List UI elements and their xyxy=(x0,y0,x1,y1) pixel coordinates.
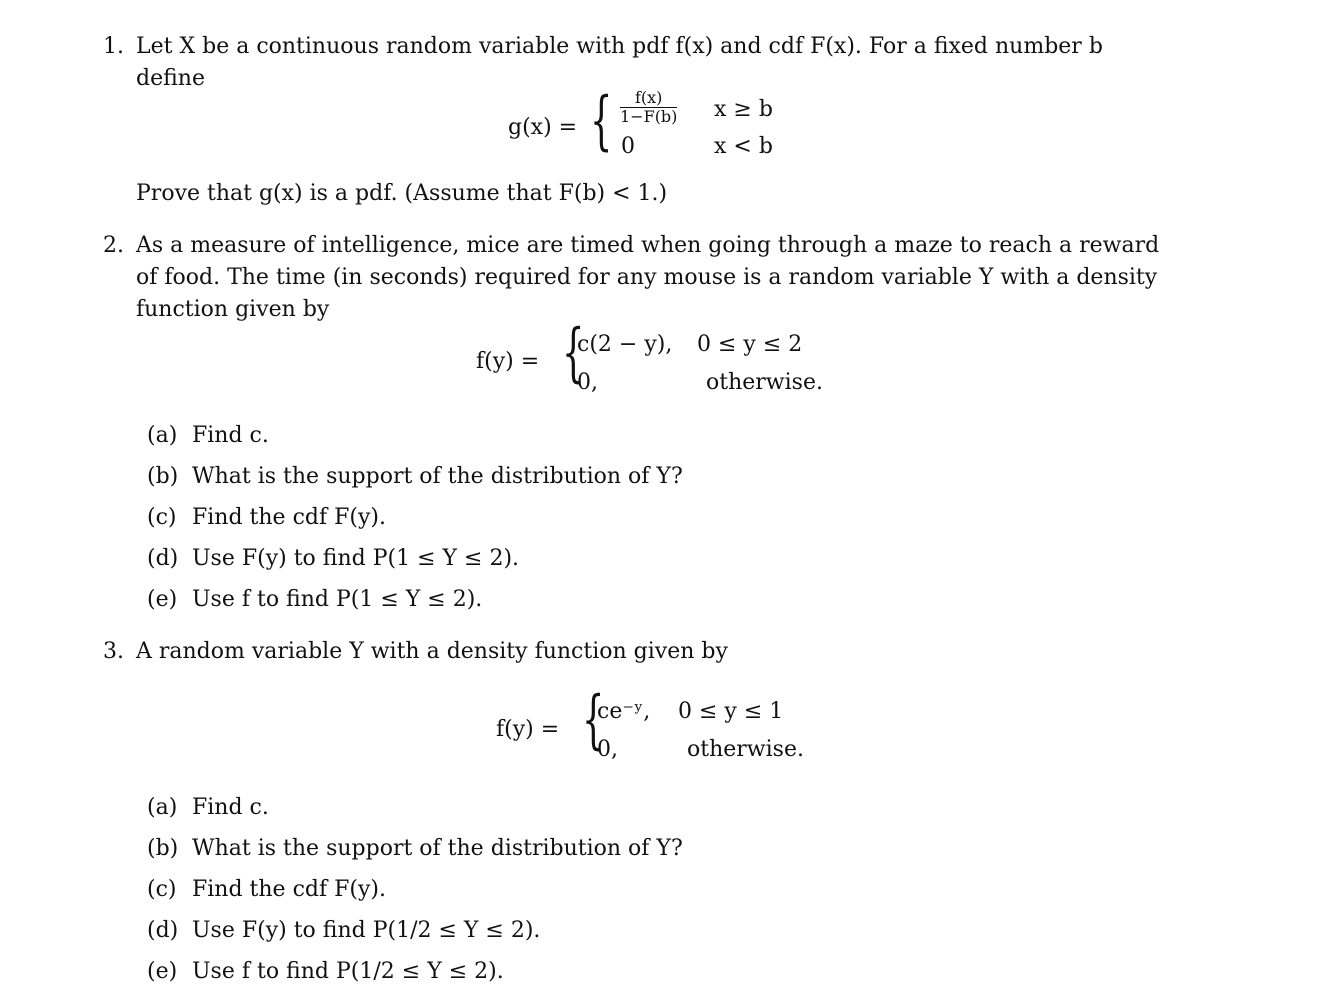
case-value: ce⁻ʸ, xyxy=(597,699,651,724)
part-text: Find c. xyxy=(192,795,269,820)
problem-number: 2. xyxy=(103,233,124,258)
case-condition: otherwise. xyxy=(706,370,823,395)
problem-text-line: define xyxy=(136,66,205,91)
part-text: What is the support of the distribution of Y? xyxy=(192,836,683,861)
part-label: (e) xyxy=(147,587,178,612)
equation-lhs: g(x) = xyxy=(508,115,578,140)
left-brace: { xyxy=(582,683,605,757)
problem-text-line: of food. The time (in seconds) required for any mouse is a random variable Y with a density xyxy=(136,265,1158,290)
problem-number: 1. xyxy=(103,34,124,59)
problem-text-line: Prove that g(x) is a pdf. (Assume that F(b) < 1.) xyxy=(136,181,668,206)
equation-lhs: f(y) = xyxy=(496,717,560,742)
case-fraction xyxy=(620,90,677,125)
case-value: c(2 − y), xyxy=(577,332,673,357)
fraction-denominator: 1−F(b) xyxy=(620,107,678,126)
left-brace: { xyxy=(590,84,613,158)
problem-text-line: A random variable Y with a density function given by xyxy=(136,639,728,664)
case-condition: x ≥ b xyxy=(714,97,773,122)
part-label: (d) xyxy=(147,546,179,571)
part-label: (c) xyxy=(147,505,177,530)
part-text: Use f to find P(1/2 ≤ Y ≤ 2). xyxy=(192,959,504,984)
part-text: Use F(y) to find P(1 ≤ Y ≤ 2). xyxy=(192,546,520,571)
case-condition: 0 ≤ y ≤ 2 xyxy=(697,332,803,357)
part-label: (c) xyxy=(147,877,177,902)
part-label: (e) xyxy=(147,959,178,984)
part-label: (a) xyxy=(147,795,178,820)
part-text: Find c. xyxy=(192,423,269,448)
case-value: 0 xyxy=(621,134,635,159)
part-text: What is the support of the distribution of Y? xyxy=(192,464,683,489)
part-label: (b) xyxy=(147,836,179,861)
case-condition: otherwise. xyxy=(687,737,804,762)
problem-text-line: As a measure of intelligence, mice are timed when going through a maze to reach a reward xyxy=(136,233,1160,258)
case-condition: x < b xyxy=(714,134,773,159)
case-value: 0, xyxy=(597,737,618,762)
problem-number: 3. xyxy=(103,639,124,664)
equation-lhs: f(y) = xyxy=(476,349,540,374)
part-text: Find the cdf F(y). xyxy=(192,877,386,902)
case-value: 0, xyxy=(577,370,598,395)
left-brace: { xyxy=(562,316,585,390)
part-text: Find the cdf F(y). xyxy=(192,505,386,530)
problem-text-line: Let X be a continuous random variable with pdf f(x) and cdf F(x). For a fixed number b xyxy=(136,34,1103,59)
part-text: Use F(y) to find P(1/2 ≤ Y ≤ 2). xyxy=(192,918,541,943)
fraction-numerator: f(x) xyxy=(620,90,677,108)
part-text: Use f to find P(1 ≤ Y ≤ 2). xyxy=(192,587,483,612)
part-label: (b) xyxy=(147,464,179,489)
part-label: (d) xyxy=(147,918,179,943)
part-label: (a) xyxy=(147,423,178,448)
case-condition: 0 ≤ y ≤ 1 xyxy=(678,699,784,724)
problem-text-line: function given by xyxy=(136,297,330,322)
